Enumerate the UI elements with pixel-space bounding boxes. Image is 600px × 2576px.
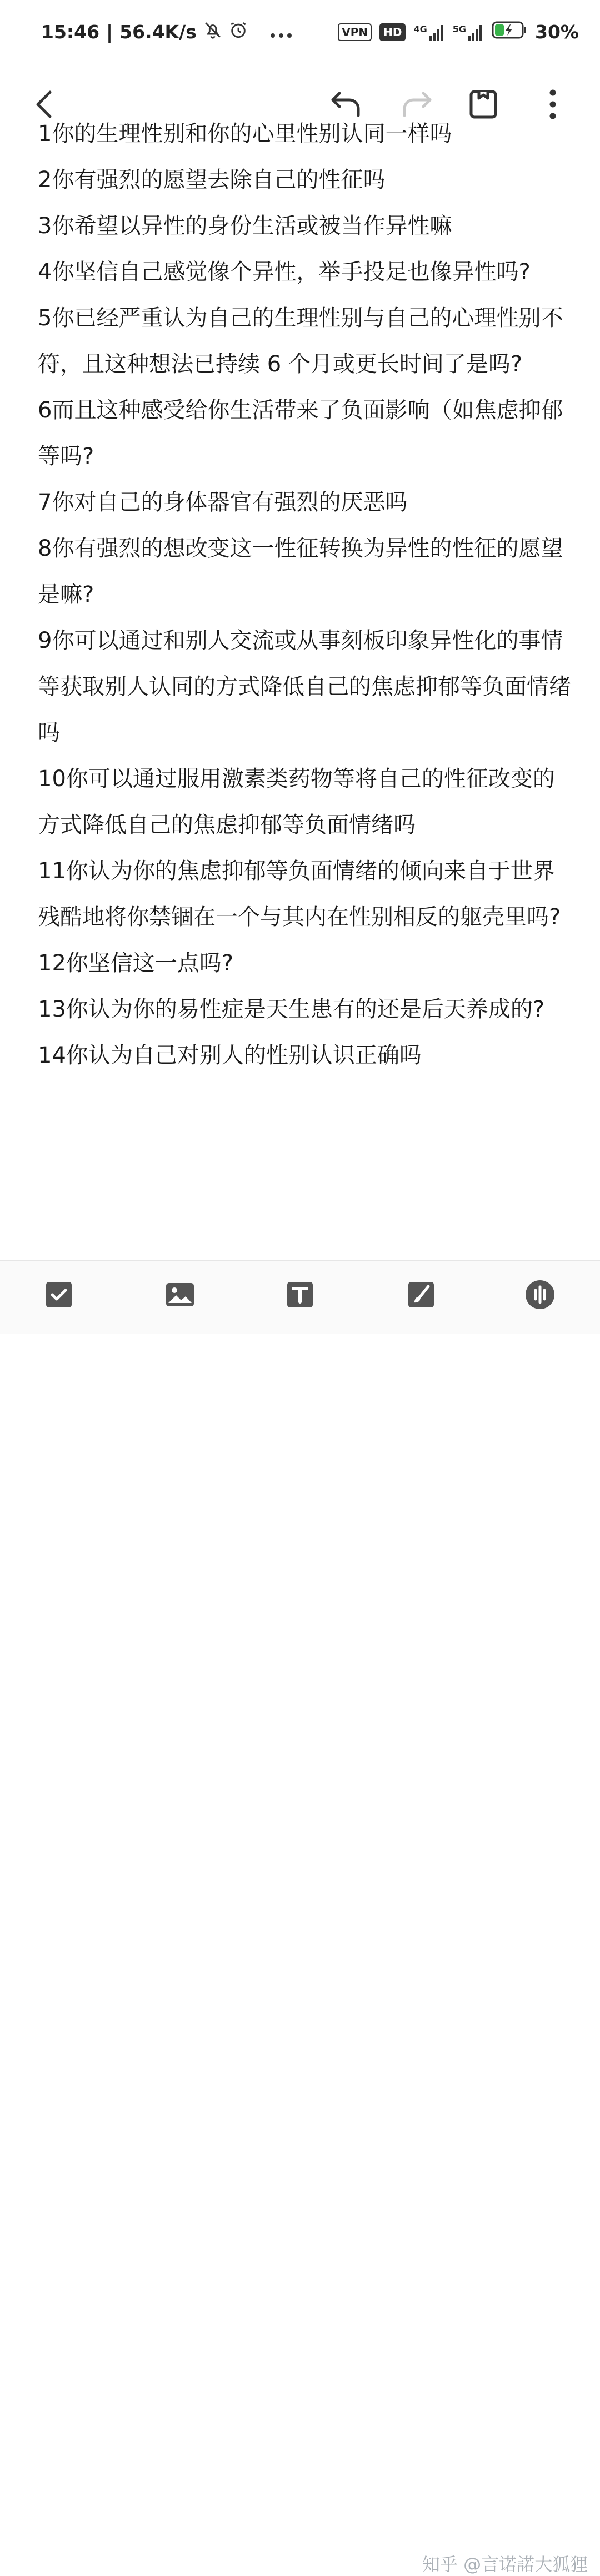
hd-badge: HD xyxy=(379,23,406,41)
note-line: 5你已经严重认为自己的生理性别与自己的心理性别不符，且这种想法已持续 6 个月或更长时间了是吗? xyxy=(38,305,563,377)
note-line: 3你希望以异性的身份生活或被当作异性嘛 xyxy=(38,213,452,239)
signal-icon-2: 5G xyxy=(453,24,484,41)
more-dots-icon xyxy=(270,21,292,43)
voice-icon xyxy=(524,1279,556,1312)
alarm-icon xyxy=(229,21,248,44)
insert-image-button[interactable] xyxy=(158,1274,202,1318)
note-line: 14你认为自己对别人的性别认识正确吗 xyxy=(38,1043,422,1068)
voice-button[interactable] xyxy=(518,1274,562,1318)
signal-icon: 4G xyxy=(413,24,444,41)
text-format-button[interactable] xyxy=(278,1274,322,1318)
image-icon xyxy=(165,1282,195,1310)
note-line: 8你有强烈的想改变这一性征转换为异性的性征的愿望是嘛? xyxy=(38,536,563,607)
note-line: 1你的生理性别和你的心里性别认同一样吗 xyxy=(38,121,452,147)
note-line: 9你可以通过和别人交流或从事刻板印象异性化的事情等获取别人认同的方式降低自己的焦虑抑郁等负面情绪吗 xyxy=(38,628,571,746)
vpn-badge: VPN xyxy=(338,23,372,41)
note-line: 7你对自己的身体器官有强烈的厌恶吗 xyxy=(38,490,408,515)
network-speed: 56.4K/s xyxy=(119,21,197,43)
battery-charging-icon xyxy=(492,21,527,44)
checkbox-icon xyxy=(45,1281,73,1311)
brush-button[interactable] xyxy=(399,1274,443,1318)
checklist-button[interactable] xyxy=(37,1274,81,1318)
status-time: 15:46 xyxy=(41,21,100,43)
brush-icon xyxy=(407,1281,435,1311)
note-line: 13你认为你的易性症是天生患有的还是后天养成的? xyxy=(38,997,545,1022)
status-bar xyxy=(0,0,600,64)
note-line: 4你坚信自己感觉像个异性，举手投足也像异性吗? xyxy=(38,259,531,285)
note-line: 6而且这种感受给你生活带来了负面影响（如焦虑抑郁等吗? xyxy=(38,398,563,469)
bell-off-icon xyxy=(203,21,222,44)
note-line: 12你坚信这一点吗? xyxy=(38,950,234,976)
status-divider: | xyxy=(106,21,113,43)
text-format-icon xyxy=(286,1281,314,1311)
battery-percent: 30% xyxy=(535,21,579,43)
note-body[interactable] xyxy=(38,111,571,1079)
note-line: 11你认为你的焦虑抑郁等负面情绪的倾向来自于世界残酷地将你禁锢在一个与其内在性别相反的躯壳里吗? xyxy=(38,858,561,930)
note-line: 10你可以通过服用激素类药物等将自己的性征改变的方式降低自己的焦虑抑郁等负面情绪吗 xyxy=(38,766,555,838)
format-toolbar xyxy=(0,1260,600,2575)
note-line: 2你有强烈的愿望去除自己的性征吗 xyxy=(38,167,386,193)
watermark: 知乎 @言诺諾大狐狸 xyxy=(422,2554,588,2575)
